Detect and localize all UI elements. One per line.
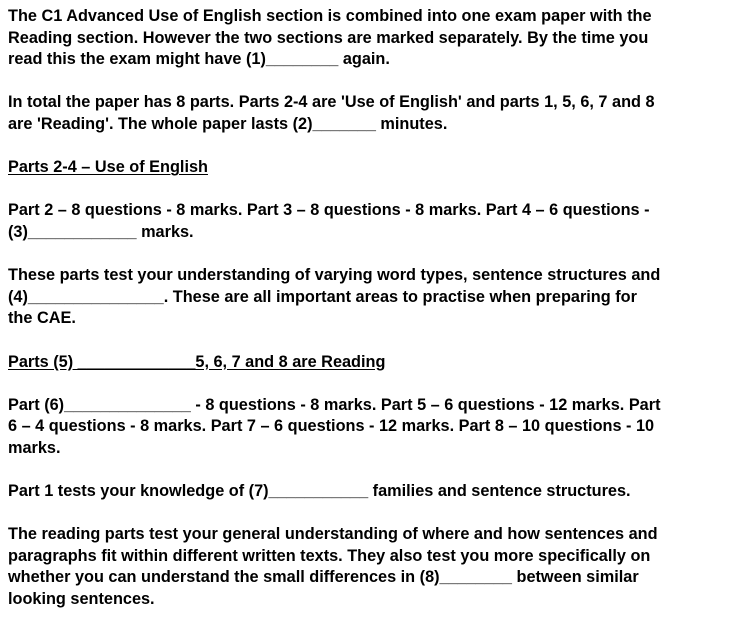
intro-paragraph: The C1 Advanced Use of English section is combined into one exam paper with the Reading section. However the two sections are marked separately. By the time you read this the exam might have (1)________ again. [8, 7, 652, 69]
document-body [8, 6, 734, 611]
reading-skills-paragraph: The reading parts test your general understanding of where and how sentences and paragraphs fit within different written texts. They also test you more specifically on whether you can understand the small differences in (8)________ between similar looking sentences. [8, 525, 658, 609]
use-of-english-marks-paragraph: Part 2 – 8 questions - 8 marks. Part 3 – 8 questions - 8 marks. Part 4 – 6 questions - (3)____________ marks. [8, 201, 650, 241]
use-of-english-heading: Parts 2-4 – Use of English [8, 158, 208, 177]
reading-marks-paragraph: Part (6)______________ - 8 questions - 8 marks. Part 5 – 6 questions - 12 marks. Part 6 – 4 questions - 8 marks. Part 7 – 6 questions - 12 marks. Part 8 – 10 questions - 10 marks. [8, 395, 661, 457]
paper-overview-paragraph: In total the paper has 8 parts. Parts 2-4 are 'Use of English' and parts 1, 5, 6, 7 and 8 are 'Reading'. The whole paper lasts (2)_______ minutes. [8, 93, 655, 133]
use-of-english-skills-paragraph: These parts test your understanding of varying word types, sentence structures and (4)_______________. These are all important areas to practise when preparing for the CAE. [8, 266, 661, 328]
part-1-paragraph: Part 1 tests your knowledge of (7)___________ families and sentence structures. [8, 482, 631, 501]
reading-heading: Parts (5) _____________5, 6, 7 and 8 are Reading [8, 352, 386, 371]
